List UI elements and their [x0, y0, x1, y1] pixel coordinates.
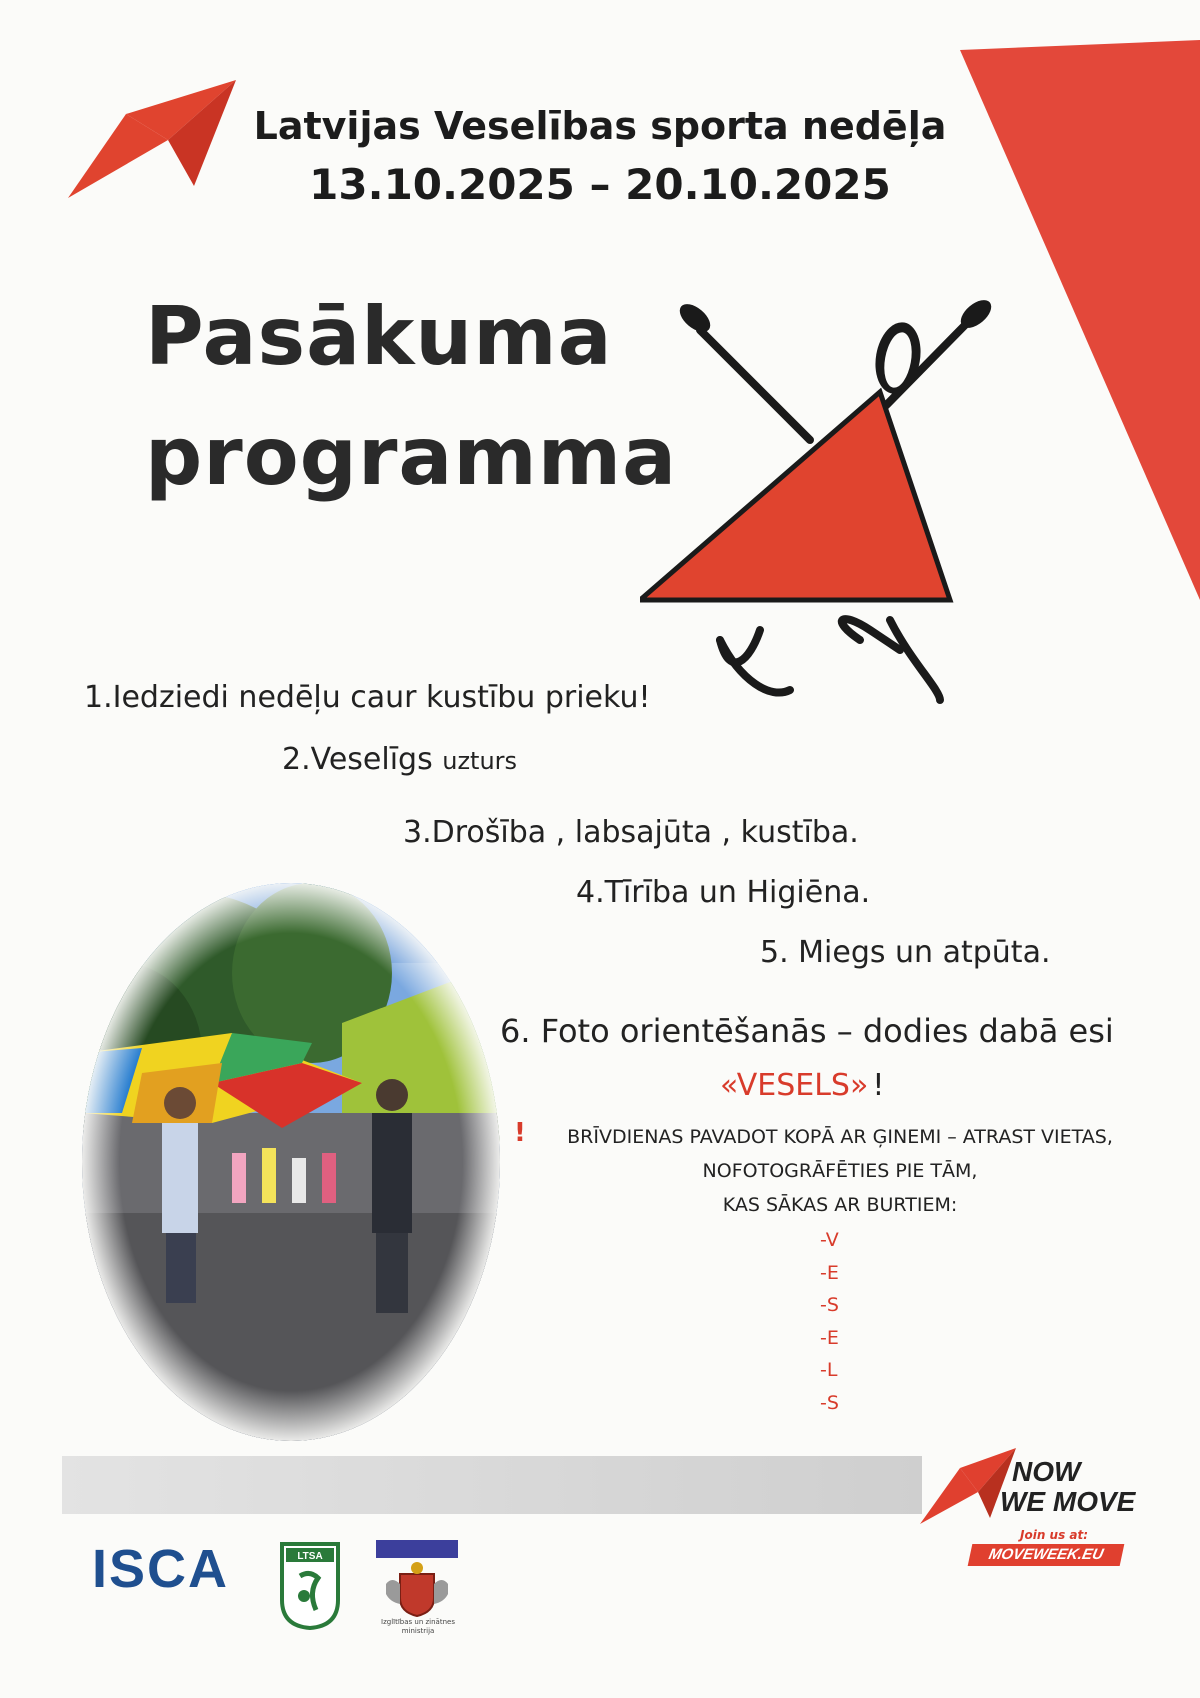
letter-item: -E	[820, 1326, 839, 1349]
program-item-5: 5. Miegs un atpūta.	[760, 935, 1051, 970]
note-line-2: NOFOTOGRĀFĒTIES PIE TĀM,	[702, 1160, 978, 1182]
note-exclamation-mark: !	[514, 1118, 526, 1148]
program-item-2-small: uzturs	[442, 747, 518, 775]
vesels-word: «VESELS»	[720, 1068, 869, 1103]
note-line-3: KAS SĀKAS AR BURTIEM:	[722, 1194, 958, 1216]
letter-item: -S	[820, 1294, 839, 1316]
program-item-6: 6. Foto orientēšanās – dodies dabā esi	[500, 1012, 1114, 1050]
program-item-2-main: 2.Veselīgs	[282, 742, 433, 777]
letter-item: -E	[820, 1261, 839, 1284]
program-item-2	[282, 742, 517, 777]
letter-item: -L	[820, 1359, 838, 1381]
isca-logo: ISCA	[92, 1539, 230, 1599]
now-we-move-line1: NOW	[1012, 1456, 1081, 1487]
header-dates: 13.10.2025 – 20.10.2025	[309, 160, 891, 209]
now-we-move-line2: WE MOVE	[1000, 1486, 1136, 1517]
letter-item: -S	[820, 1391, 839, 1414]
letter-item: -V	[820, 1229, 839, 1251]
moveweek-url: MOVEWEEK.EU	[968, 1544, 1125, 1566]
note-line-1: BRĪVDIENAS PAVADOT KOPĀ AR ĢINEMI – ATRAST VIETAS,	[567, 1126, 1113, 1148]
page-title-line2: programma	[145, 410, 678, 503]
page-title-line1: Pasākuma	[145, 290, 613, 383]
vesels-exclaim: !	[872, 1068, 885, 1103]
program-item-1: 1.Iedziedi nedēļu caur kustību prieku!	[84, 680, 651, 715]
stick-figure-illustration	[640, 300, 1020, 760]
header-title: Latvijas Veselības sporta nedēļa	[253, 104, 947, 148]
now-we-move-join-text: Join us at:	[1020, 1528, 1089, 1542]
vesels-letters-list	[820, 1224, 860, 1419]
program-item-3: 3.Drošība , labsajūta , kustība.	[403, 815, 859, 850]
ltsa-logo	[278, 1540, 342, 1630]
event-photo	[82, 883, 500, 1441]
footer-gray-bar	[62, 1456, 922, 1514]
ministry-name: Izglītības un zinātnes ministrija	[381, 1618, 455, 1635]
vesels-highlight	[720, 1068, 884, 1103]
ltsa-logo-text: LTSA	[297, 1551, 323, 1562]
program-item-4: 4.Tīrība un Higiēna.	[576, 875, 871, 910]
